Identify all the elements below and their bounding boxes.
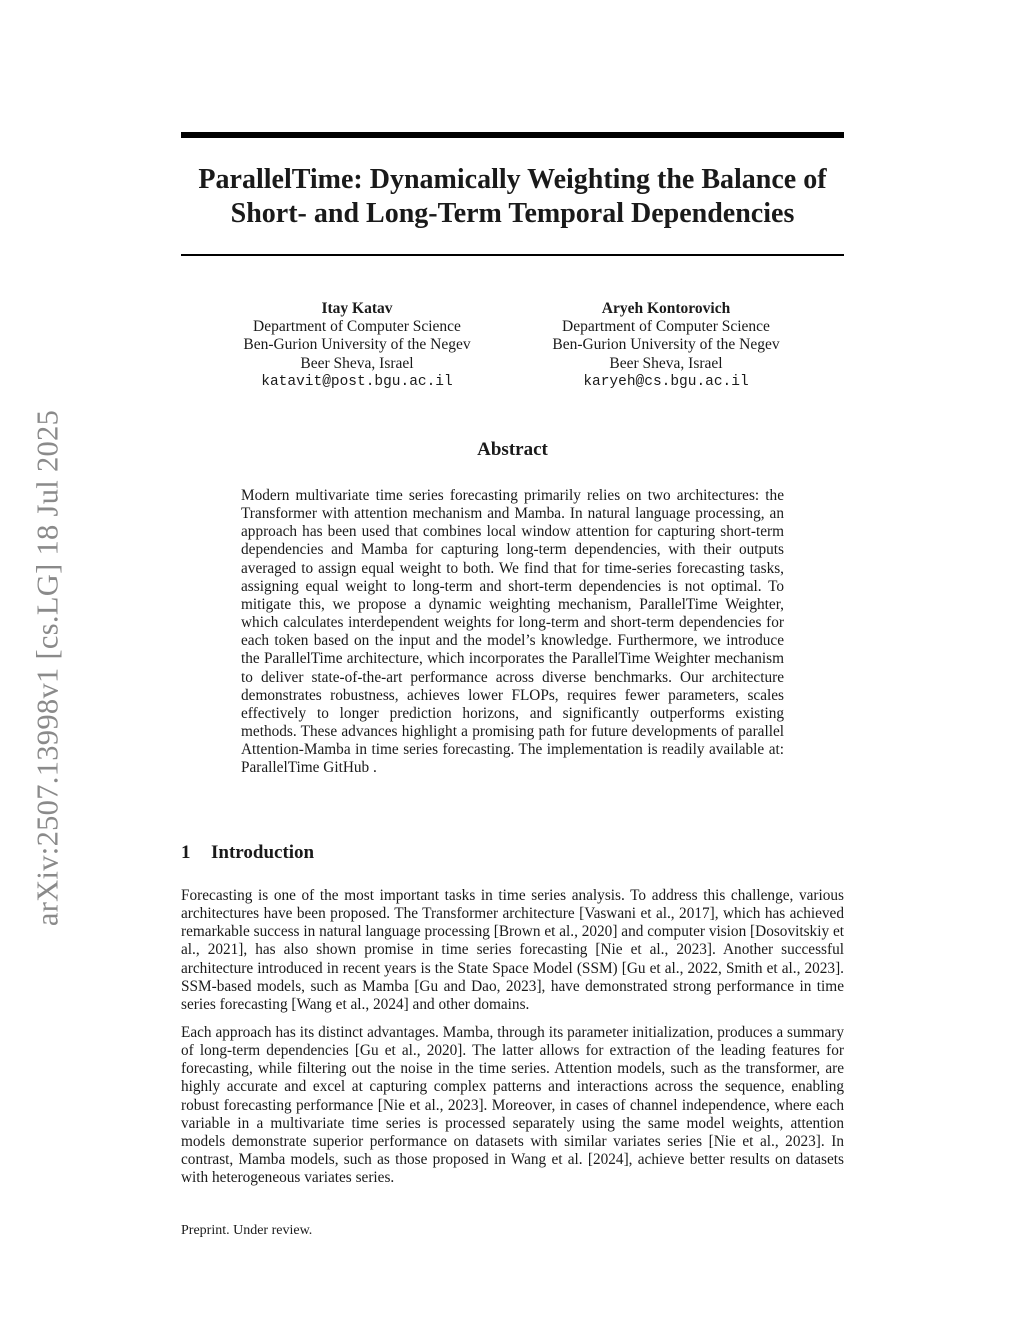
author-department: Department of Computer Science: [253, 318, 461, 336]
author-city: Beer Sheva, Israel: [609, 354, 723, 372]
author-email: katavit@post.bgu.ac.il: [261, 373, 453, 390]
author-email: karyeh@cs.bgu.ac.il: [583, 373, 749, 390]
title-bottom-rule: [181, 254, 844, 256]
abstract-text: Modern multivariate time series forecasting primarily relies on two architectures: the Transformer with attention mechanism and Mamba. In natural language processing, an approach has been used that combines local window attention for capturing short-term dependencies and Mamba for capturing long-term dependencies, with their outputs averaged to assign equal weight to both. We find that for time-series forecasting tasks, assigning equal weight to long-term and short-term dependencies is not optimal. To mitigate this, we propose a dynamic weighting mechanism, ParallelTime Weighter, which calculates interdependent weights for long-term and short-term dependencies for each token based on the input and the model’s knowledge. Furthermore, we introduce the ParallelTime architecture, which incorporates the ParallelTime Weighter mechanism to deliver state-of-the-art performance across diverse benchmarks. Our architecture demonstrates robustness, achieves lower FLOPs, requires fewer parameters, scales effectively to longer prediction horizons, and significantly outperforms existing methods. These advances highlight a promising path for future developments of parallel Attention-Mamba in time series forecasting. The implementation is readily available at: ParallelTime GitHub .: [241, 487, 784, 777]
author-name: Itay Katav: [321, 300, 393, 317]
abstract-heading: Abstract: [477, 439, 548, 460]
author-department: Department of Computer Science: [562, 318, 770, 336]
intro-paragraph-1: Forecasting is one of the most important tasks in time series analysis. To address this challenge, various architectures have been proposed. The Transformer architecture [Vaswani et al., 2017], which has achieved remarkable success in natural language processing [Brown et al., 2020] and computer vision [Dosovitskiy et al., 2021], has also shown promise in time series forecasting [Nie et al., 2023]. Another successful architecture introduced in recent years is the State Space Model (SSM) [Gu et al., 2022, Smith et al., 2023]. SSM-based models, such as Mamba [Gu and Dao, 2023], have demonstrated strong performance in time series forecasting [Wang et al., 2024] and other domains.: [181, 887, 844, 1013]
section-title: Introduction: [211, 842, 315, 863]
title-top-rule: [181, 132, 844, 138]
author-block-1: [207, 300, 507, 391]
author-university: Ben-Gurion University of the Negev: [243, 336, 471, 354]
arxiv-identifier-text: arXiv:2507.13998v1 [cs.LG] 18 Jul 2025: [30, 409, 65, 927]
paper-title: [181, 163, 844, 231]
author-city: Beer Sheva, Israel: [300, 354, 414, 372]
author-block-2: [516, 300, 816, 391]
intro-paragraph-2: Each approach has its distinct advantages. Mamba, through its parameter initialization, produces a summary of long-term dependencies [Gu et al., 2020]. The latter allows for extraction of the leading features for forecasting, while filtering out the noise in the time series. Attention models, such as the transformer, are highly accurate and excel at capturing complex patterns and interactions across the sequence, enabling robust forecasting performance [Nie et al., 2023]. Moreover, in cases of channel independence, where each variable in a multivariate time series is processed separately using the same model weights, attention models demonstrate superior performance on datasets with similar variates series [Nie et al., 2023]. In contrast, Mamba models, such as those proposed in Wang et al. [2024], achieve better results on datasets with heterogeneous variates series.: [181, 1024, 844, 1187]
title-line-2: Short- and Long-Term Temporal Dependencies: [230, 198, 795, 229]
section-number: 1: [181, 842, 191, 863]
author-university: Ben-Gurion University of the Negev: [552, 336, 780, 354]
section-heading-introduction: [181, 842, 314, 864]
title-line-1: ParallelTime: Dynamically Weighting the Balance of: [198, 164, 827, 195]
footer-note: Preprint. Under review.: [181, 1223, 313, 1238]
author-name: Aryeh Kontorovich: [601, 300, 731, 317]
